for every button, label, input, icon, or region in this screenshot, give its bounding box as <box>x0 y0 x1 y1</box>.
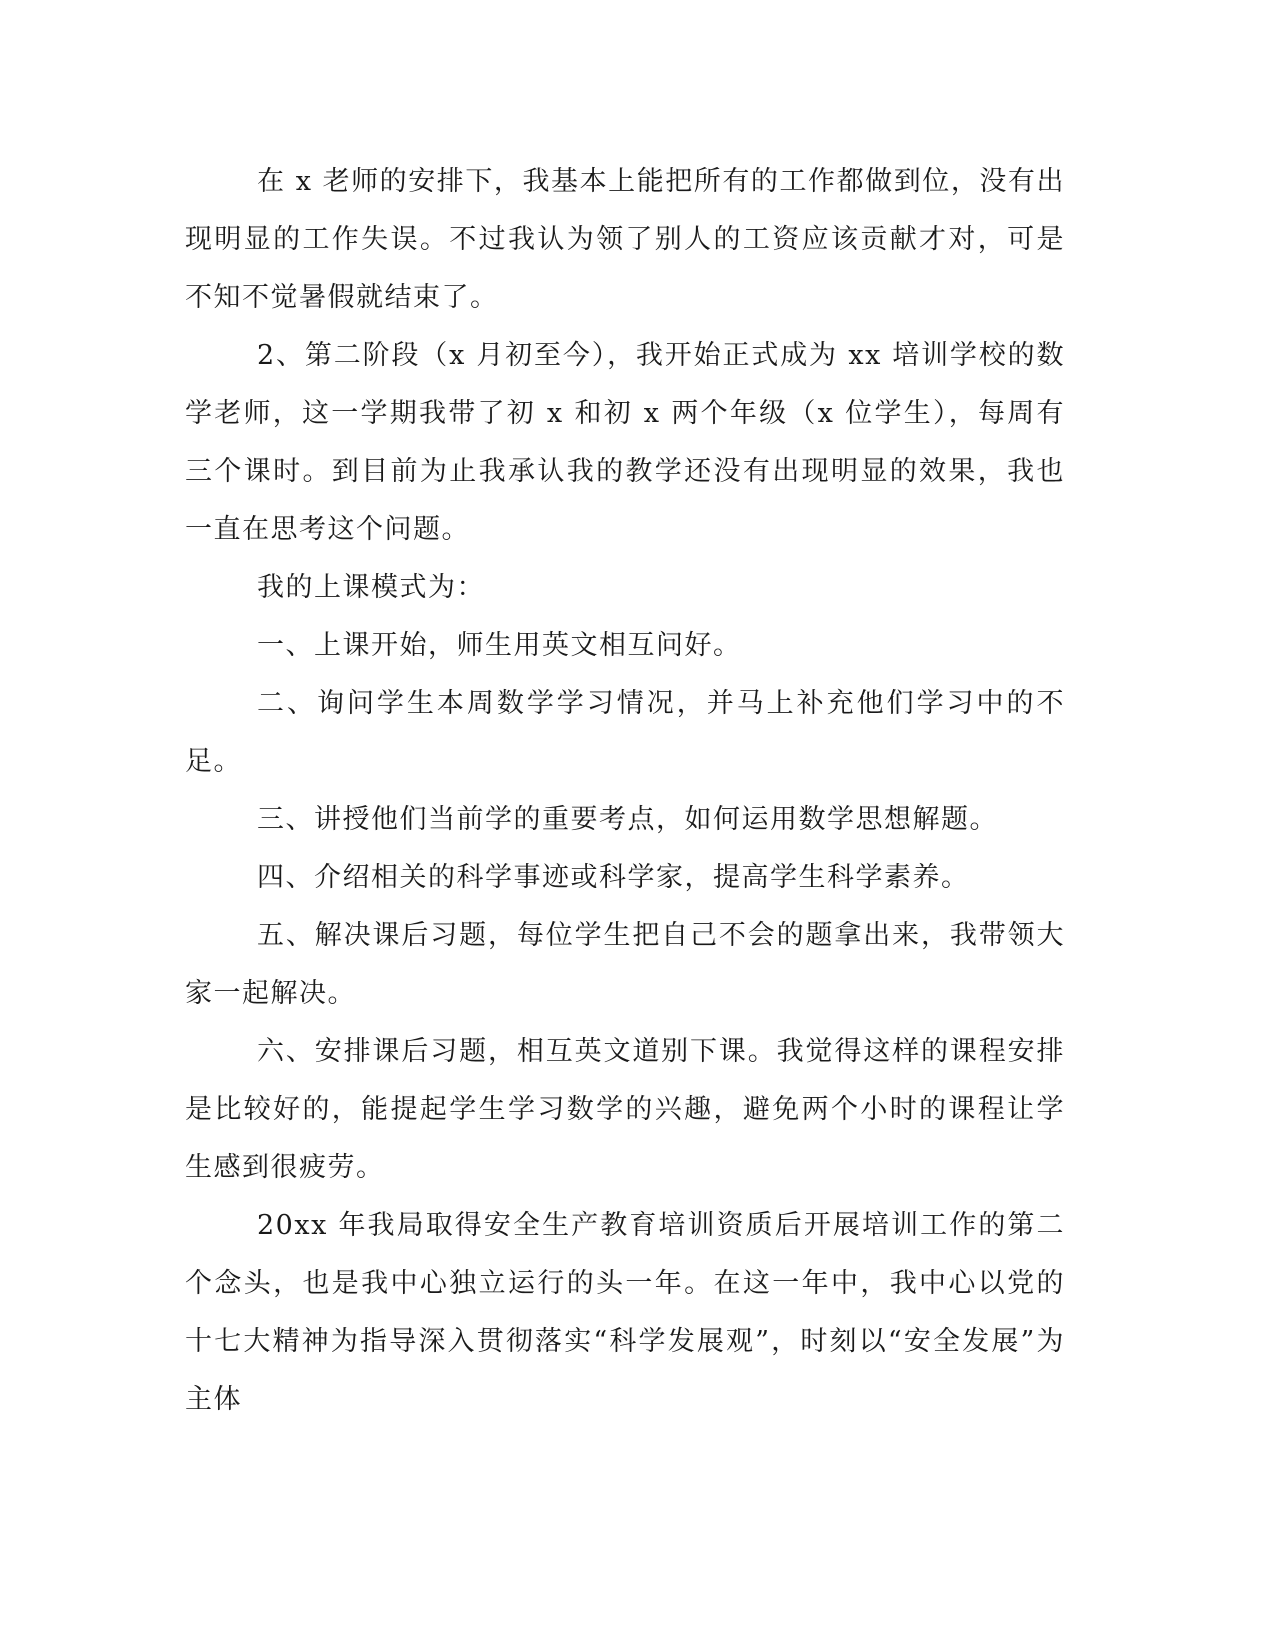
list-item-step-1: 一、上课开始，师生用英文相互问好。 <box>257 630 742 661</box>
document-body <box>185 153 1065 1429</box>
list-item-step-4: 四、介绍相关的科学事迹或科学家，提高学生科学素养。 <box>257 862 970 893</box>
list-item-step-6: 六、安排课后习题，相互英文道别下课。我觉得这样的课程安排是比较好的，能提起学生学习数学的兴趣，避免两个小时的课程让学生感到很疲劳。 <box>185 1036 1065 1183</box>
list-item-step-3: 三、讲授他们当前学的重要考点，如何运用数学思想解题。 <box>257 804 998 835</box>
list-item-step-5: 五、解决课后习题，每位学生把自己不会的题拿出来，我带领大家一起解决。 <box>185 920 1065 1009</box>
paragraph-class-mode-intro: 我的上课模式为： <box>257 572 485 603</box>
paragraph-training-center: 20xx 年我局取得安全生产教育培训资质后开展培训工作的第二个念头，也是我中心独立运行的头一年。在这一年中，我中心以党的十七大精神为指导深入贯彻落实“科学发展观”，时刻以“安全发展”为主体 <box>185 1210 1065 1415</box>
list-item-step-2: 二、询问学生本周数学学习情况，并马上补充他们学习中的不足。 <box>185 688 1065 777</box>
paragraph-second-stage: 2、第二阶段（x 月初至今），我开始正式成为 xx 培训学校的数学老师，这一学期我带了初 x 和初 x 两个年级（x 位学生），每周有三个课时。到目前为止我承认我的教学还没有出现明显的效果，我也一直在思考这个问题。 <box>185 340 1065 545</box>
paragraph-summer-work: 在 x 老师的安排下，我基本上能把所有的工作都做到位，没有出现明显的工作失误。不过我认为领了别人的工资应该贡献才对，可是不知不觉暑假就结束了。 <box>185 166 1065 313</box>
